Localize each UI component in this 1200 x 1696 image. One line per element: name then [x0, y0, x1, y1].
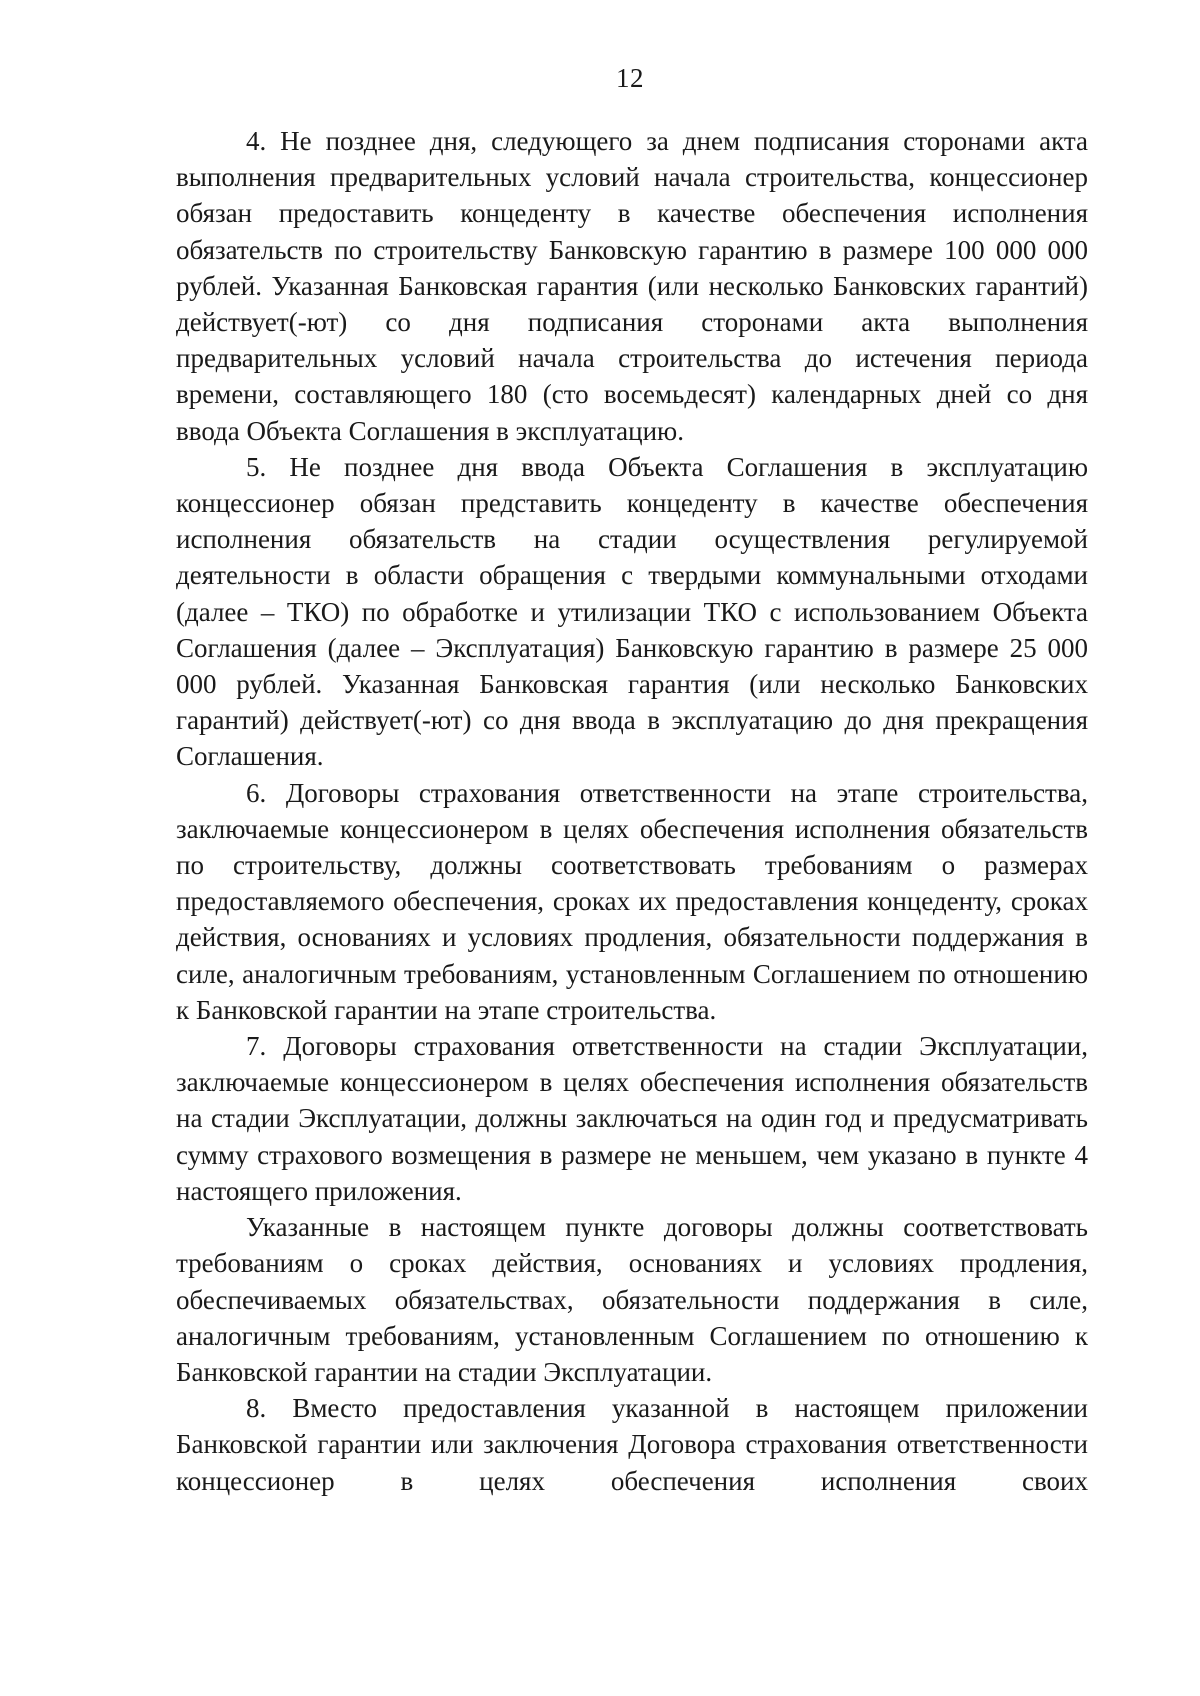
page-number: 12 — [616, 63, 644, 93]
paragraph-clause-6: 6. Договоры страхования ответственности на этапе строительства, заключаемые концессионером в целях обеспечения исполнения обязательств по строительству, должны соответствовать требованиям о размерах предоставляемого обеспечения, сроках их предоставления концеденту, сроках действия, основаниях и условиях продления, обязательности поддержания в силе, аналогичным требованиям, установленным Соглашением по отношению к Банковской гарантии на этапе строительства. — [176, 777, 1088, 1025]
paragraph-clause-7-continuation: Указанные в настоящем пункте договоры должны соответствовать требованиям о сроках действия, основаниях и условиях продления, обеспечиваемых обязательствах, обязательности поддержания в силе, аналогичным требованиям, установленным Соглашением по отношению к Банковской гарантии на стадии Эксплуатации. — [176, 1212, 1088, 1387]
paragraph-clause-8: 8. Вместо предоставления указанной в настоящем приложении Банковской гарантии или заключения Договора страхования ответственности концессионер в целях обеспечения исполнения своих — [176, 1393, 1088, 1496]
paragraph-clause-4: 4. Не позднее дня, следующего за днем подписания сторонами акта выполнения предварительных условий начала строительства, концессионер обязан предоставить концеденту в качестве обеспечения исполнения обязательств по строительству Банковскую гарантию в размере 100 000 000 рублей. Указанная Банковская гарантия (или несколько Банковских гарантий) действует(-ют) со дня подписания сторонами акта выполнения предварительных условий начала строительства до истечения периода времени, составляющего 180 (сто восемьдесят) календарных дней со дня ввода Объекта Соглашения в эксплуатацию. — [176, 126, 1088, 446]
paragraph-clause-5: 5. Не позднее дня ввода Объекта Соглашения в эксплуатацию концессионер обязан представить концеденту в качестве обеспечения исполнения обязательств на стадии осуществления регулируемой деятельности в области обращения с твердыми коммунальными отходами (далее – ТКО) по обработке и утилизации ТКО с использованием Объекта Соглашения (далее – Эксплуатация) Банковскую гарантию в размере 25 000 000 рублей. Указанная Банковская гарантия (или несколько Банковских гарантий) действует(-ют) со дня ввода в эксплуатацию до дня прекращения Соглашения. — [176, 451, 1088, 772]
document-body — [176, 123, 1088, 1499]
paragraph-clause-7: 7. Договоры страхования ответственности на стадии Эксплуатации, заключаемые концессионером в целях обеспечения исполнения обязательств на стадии Эксплуатации, должны заключаться на один год и предусматривать сумму страхового возмещения в размере не меньшем, чем указано в пункте 4 настоящего приложения. — [176, 1031, 1088, 1206]
